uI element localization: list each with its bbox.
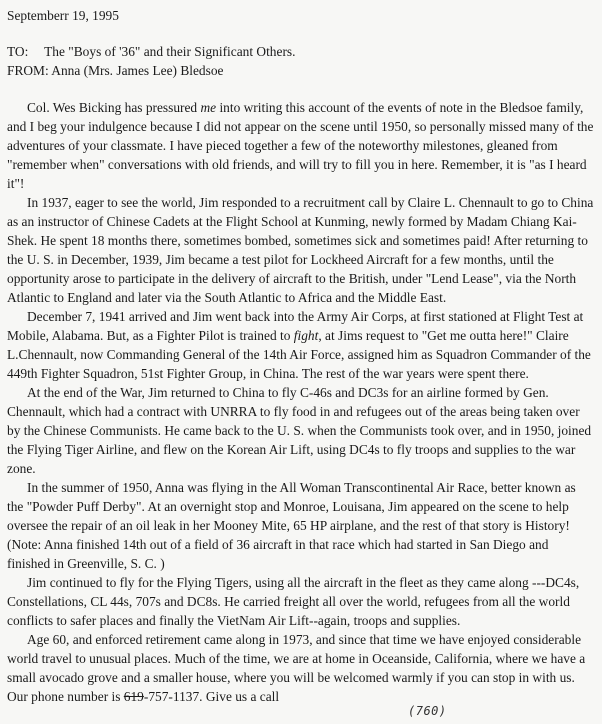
paragraph-1950: In the summer of 1950, Anna was flying in the All Woman Transcontinental Air Race, better known as the "Powder Puff Derby". At an overnight stop and Monroe, Louisana, Jim appeared on the scene to help oversee the repair of an oil leak in her Mooney Mite, 65 HP airplane, and the rest of that story is History! (Note: Anna finished 14th out of a field of 36 aircraft in that race which had started in San Diego and finished in Greenville, S. C. ) [7, 480, 576, 571]
emphasis-text: fight [293, 328, 319, 343]
letter-date: Septemberr 19, 1995 [7, 8, 119, 23]
struck-area-code: 619 [123, 689, 144, 704]
letter-header [7, 42, 594, 80]
to-line [7, 42, 594, 61]
from-value: Anna (Mrs. James Lee) Bledsoe [51, 63, 224, 78]
handwritten-area-code: (760) [408, 704, 447, 718]
letter-body [7, 98, 594, 706]
paragraph-text: Age 60, and enforced retirement came along in 1973, and since that time we have enjoyed considerable world travel to unusual places. Much of the time, we are at home in Oceanside, California, where we have a small avocado grove and a smaller house, where you will be welcomed warmly if you can stop in with us. Our phone number is [7, 632, 586, 704]
paragraph-text: into writing this account of the events of note in the Bledsoe family, and I beg your indulgence because I did not appear on the scene until 1950, so personally missed many of the adventures of your classmate. I have pieced together a few of the noteworthy milestones, gleaned from "remember when" conversations with old friends, and will try to fill you in here. Remember, it is "as I heard it"! [7, 100, 594, 191]
from-line [7, 61, 594, 80]
paragraph-1941 [7, 307, 594, 383]
paragraph-end-of-war: At the end of the War, Jim returned to China to fly C-46s and DC3s for an airline formed by Gen. Chennault, which had a contract with UNRRA to fly food in and refugees out of the areas being taken over by the Chinese Communists. He came back to the U. S. when the Communists took over, and in 1950, joined the Flying Tiger Airline, and flew on the Korean Air Lift, using DC4s to fly troops and supplies to the war zone. [7, 385, 592, 476]
paragraph-text: December 7, 1941 arrived and Jim went back into the Army Air Corps, at first stationed at Flight Test at Mobile, Alabama. But, as a Fighter Pilot is trained to [7, 309, 584, 343]
paragraph-retirement [7, 630, 594, 706]
paragraph-intro [7, 98, 594, 193]
to-value: The "Boys of '36" and their Significant Others. [44, 44, 296, 59]
to-label: TO: [7, 44, 29, 59]
paragraph-text: Col. Wes Bicking has pressured [27, 100, 201, 115]
from-label: FROM: [7, 63, 49, 78]
paragraph-flying-tigers: Jim continued to fly for the Flying Tigers, using all the aircraft in the fleet as they came along ---DC4s, Constellations, CL 44s, 707s and DC8s. He carried freight all over the world, refugees from all the world conflicts to safer places and finally the VietNam Air Lift--again, troops and supplies. [7, 575, 580, 628]
emphasis-text: me [200, 100, 217, 115]
paragraph-1937: In 1937, eager to see the world, Jim responded to a recruitment call by Claire L. Chennault to go to China as an instructor of Chinese Cadets at the Flight School at Kunming, newly formed by Madam Chiang Kai-Shek. He spent 18 months there, sometimes bombed, sometimes sick and sometimes paid! After returning to the U. S. in December, 1939, Jim became a test pilot for Lockheed Aircraft for a few months, until the opportunity arose to participate in the delivery of aircraft to the British, under "Lend Lease", via the North Atlantic to England and later via the South Atlantic to Africa and the Middle East. [7, 195, 594, 305]
paragraph-text: , at Jims request to "Get me outta here!" Claire L.Chennault, now Commanding General of the 14th Air Force, assigned him as Squadron Commander of the 449th Fighter Squadron, 51st Fighter Group, in China. The rest of the war years were spent there. [7, 328, 591, 381]
paragraph-text: -757-1137. Give us a call [143, 689, 280, 704]
